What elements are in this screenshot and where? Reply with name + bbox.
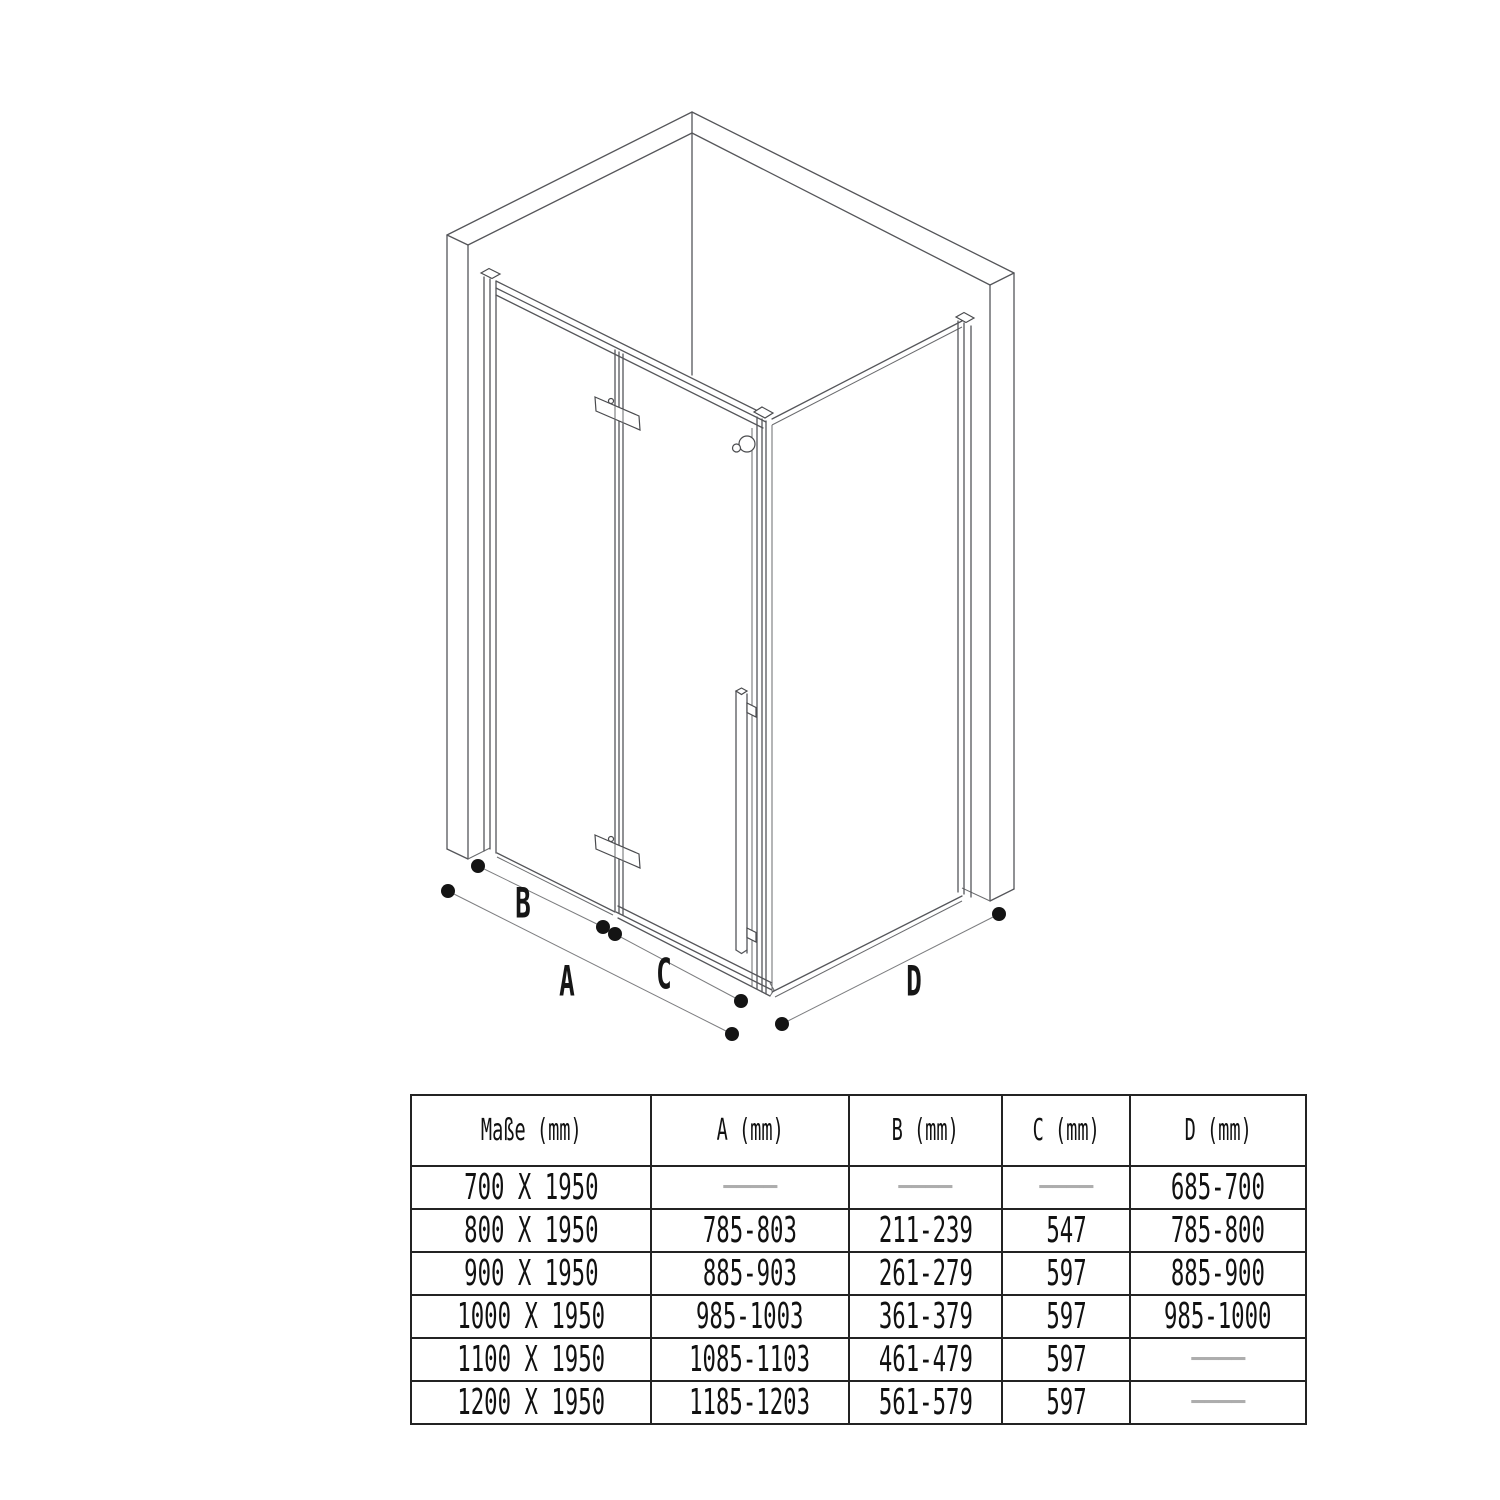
door-post — [754, 407, 773, 994]
table-cell: 985-1000 — [1130, 1295, 1305, 1338]
table-header-row — [411, 1095, 1306, 1166]
room-walls — [447, 112, 1014, 901]
table-cell: 1185-1203 — [651, 1381, 848, 1424]
dimension-endpoint-dot — [725, 1027, 739, 1041]
table-cell: 261-279 — [849, 1252, 1003, 1295]
table-row — [411, 1338, 1306, 1381]
dimension-label-d: D — [906, 956, 922, 1006]
table-row — [411, 1166, 1306, 1209]
table-row — [411, 1252, 1306, 1295]
table-cell: 597 — [1002, 1381, 1130, 1424]
table-cell: ──── — [1130, 1338, 1305, 1381]
right-wall-profile-post — [956, 313, 974, 898]
table-header-c: C (mm) — [1002, 1095, 1130, 1166]
table-header-masse: Maße (mm) — [411, 1095, 651, 1166]
dimension-endpoint-dot — [775, 1017, 789, 1031]
table-header-a: A (mm) — [651, 1095, 848, 1166]
table-cell: 561-579 — [849, 1381, 1003, 1424]
table-cell: 547 — [1002, 1209, 1130, 1252]
table-cell: 361-379 — [849, 1295, 1003, 1338]
dimension-endpoint-dot — [734, 994, 748, 1008]
table-row — [411, 1295, 1306, 1338]
table-cell: 885-903 — [651, 1252, 848, 1295]
table-cell: 597 — [1002, 1252, 1130, 1295]
dimension-endpoint-dot — [471, 859, 485, 873]
table-cell: 461-479 — [849, 1338, 1003, 1381]
door-header-bar — [496, 281, 766, 428]
table-cell: 785-800 — [1130, 1209, 1305, 1252]
table-cell: 985-1003 — [651, 1295, 848, 1338]
table-cell: 1200 X 1950 — [411, 1381, 651, 1424]
dimension-endpoint-dot — [608, 927, 622, 941]
dimension-line-b — [471, 859, 610, 934]
table-cell: ──── — [651, 1166, 848, 1209]
door-hinge-top — [595, 397, 640, 430]
table-header-b: B (mm) — [849, 1095, 1003, 1166]
table-cell: 597 — [1002, 1295, 1130, 1338]
side-glass-panel — [772, 321, 962, 997]
dimension-endpoint-dot — [596, 920, 610, 934]
hinge-post — [615, 350, 623, 915]
dimension-table — [410, 1094, 1307, 1425]
dimension-line-a — [441, 884, 739, 1041]
dimension-label-b: B — [515, 878, 531, 928]
left-wall-profile-post — [481, 269, 500, 854]
table-cell: 1085-1103 — [651, 1338, 848, 1381]
table-cell: 597 — [1002, 1338, 1130, 1381]
table-row — [411, 1209, 1306, 1252]
table-cell: ──── — [849, 1166, 1003, 1209]
door-hinge-bottom — [595, 835, 640, 868]
dimension-endpoint-dot — [992, 907, 1006, 921]
table-cell: 785-803 — [651, 1209, 848, 1252]
table-cell: 885-900 — [1130, 1252, 1305, 1295]
door-handle-bar — [736, 688, 756, 954]
table-cell: 800 X 1950 — [411, 1209, 651, 1252]
table-cell: ──── — [1130, 1381, 1305, 1424]
table-cell: 1100 X 1950 — [411, 1338, 651, 1381]
table-cell: ──── — [1002, 1166, 1130, 1209]
dimension-endpoint-dot — [441, 884, 455, 898]
table-row — [411, 1381, 1306, 1424]
table-header-d: D (mm) — [1130, 1095, 1305, 1166]
table-cell: 211-239 — [849, 1209, 1003, 1252]
table-cell: 700 X 1950 — [411, 1166, 651, 1209]
dimension-label-a: A — [559, 956, 575, 1006]
table-cell: 685-700 — [1130, 1166, 1305, 1209]
table-cell: 900 X 1950 — [411, 1252, 651, 1295]
dimension-line-d — [775, 907, 1006, 1031]
dimension-label-c: C — [656, 949, 672, 999]
door-knob — [733, 436, 756, 452]
table-cell: 1000 X 1950 — [411, 1295, 651, 1338]
